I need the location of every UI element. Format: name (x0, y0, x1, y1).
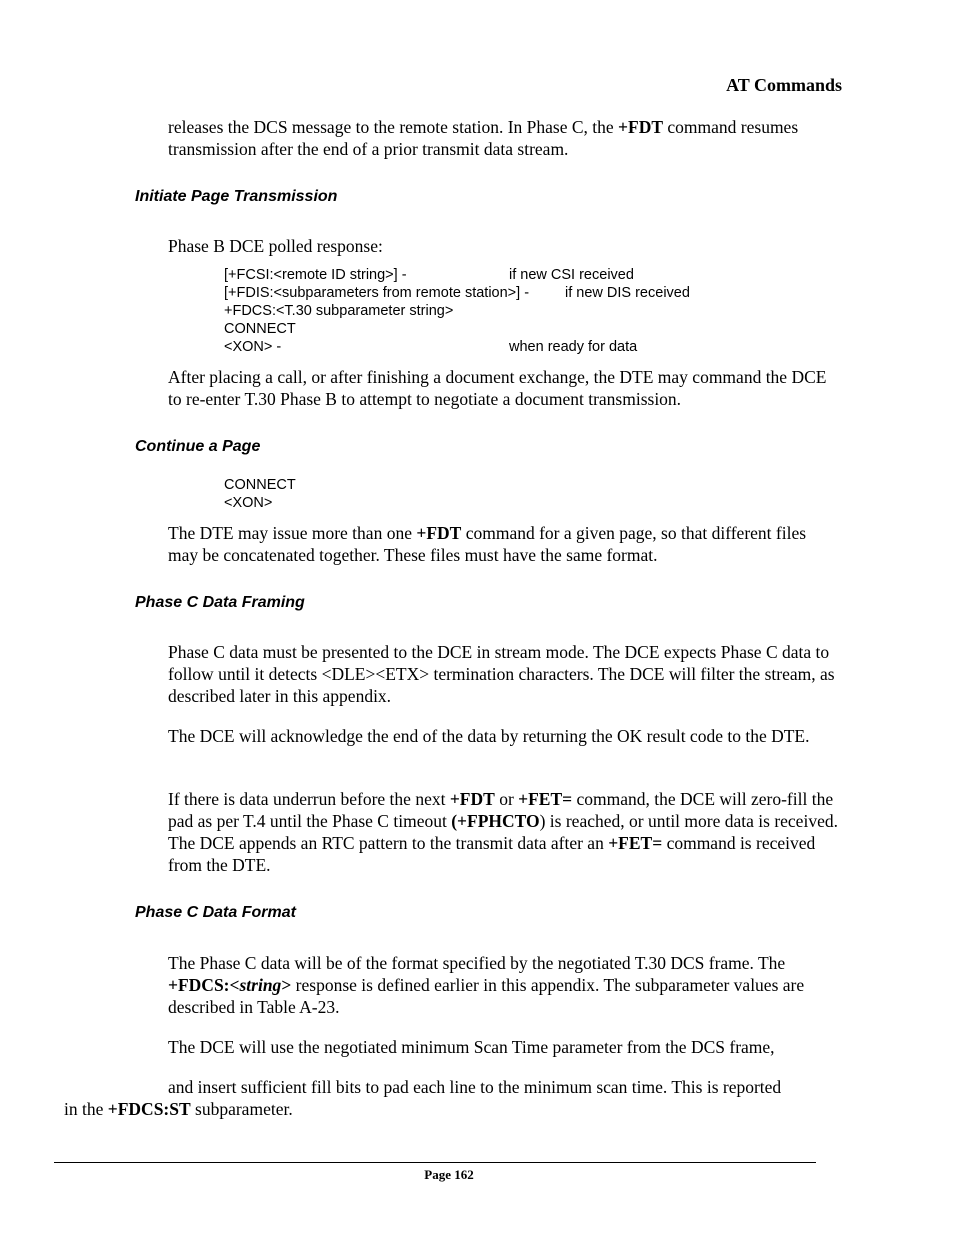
page-number: Page 162 (424, 1167, 474, 1182)
footer-rule (54, 1162, 816, 1163)
code-line: <XON> (224, 495, 273, 511)
phase-b-paragraph: After placing a call, or after finishing a document exchange, the DTE may command the DCE to re-enter T.30 Phase B to attempt to negotiate a document transmission. (168, 367, 827, 409)
framing-paragraph-1: Phase C data must be presented to the DCE in stream mode. The DCE expects Phase C data to follow until it detects <DLE><ETX> termination characters. The DCE will filter the stream, as described later in this appendix. (168, 642, 835, 706)
intro-paragraph: releases the DCS message to the remote station. In Phase C, the +FDT command resumes transmission after the end of a prior transmit data stream. (168, 117, 799, 159)
phase-b-response-code (224, 266, 690, 356)
code-line: [+FDIS:<subparameters from remote station>] - if new DIS received (224, 285, 690, 301)
code-line: [+FCSI:<remote ID string>] - if new CSI received (224, 267, 634, 283)
section-heading-continue-page: Continue a Page (135, 438, 261, 455)
running-header: AT Commands (726, 75, 842, 95)
continue-page-paragraph: The DTE may issue more than one +FDT command for a given page, so that different files may be concatenated together. These files must have the same format. (168, 523, 807, 565)
section-heading-data-framing: Phase C Data Framing (135, 594, 305, 611)
format-paragraph-2: The DCE will use the negotiated minimum Scan Time parameter from the DCS frame, (168, 1037, 775, 1057)
format-paragraph-3-line-1: and insert sufficient fill bits to pad each line to the minimum scan time. This is reported (168, 1077, 782, 1097)
framing-paragraph-2: The DCE will acknowledge the end of the data by returning the OK result code to the DTE. (168, 726, 810, 746)
code-line: CONNECT (224, 477, 296, 493)
continue-page-code (224, 476, 296, 512)
format-paragraph-3-line-2: in the +FDCS:ST subparameter. (64, 1099, 293, 1119)
code-line: CONNECT (224, 321, 296, 337)
phase-b-lead: Phase B DCE polled response: (168, 236, 383, 256)
code-line: +FDCS:<T.30 subparameter string> (224, 303, 454, 319)
section-heading-data-format: Phase C Data Format (135, 904, 296, 921)
section-heading-initiate-page: Initiate Page Transmission (135, 188, 338, 205)
framing-paragraph-3: If there is data underrun before the next +FDT or +FET= command, the DCE will zero-fill the pad as per T.4 until the Phase C timeout (+FPHCTO) is reached, or until more data is received. The DCE appends an RTC pattern to the transmit data after an +FET= command is received from the DTE. (168, 789, 838, 875)
format-paragraph-1: The Phase C data will be of the format specified by the negotiated T.30 DCS frame. The +FDCS:<string> response is defined earlier in this appendix. The subparameter values are described in Table A-23. (168, 953, 805, 1017)
code-line: <XON> - when ready for data (224, 339, 638, 355)
